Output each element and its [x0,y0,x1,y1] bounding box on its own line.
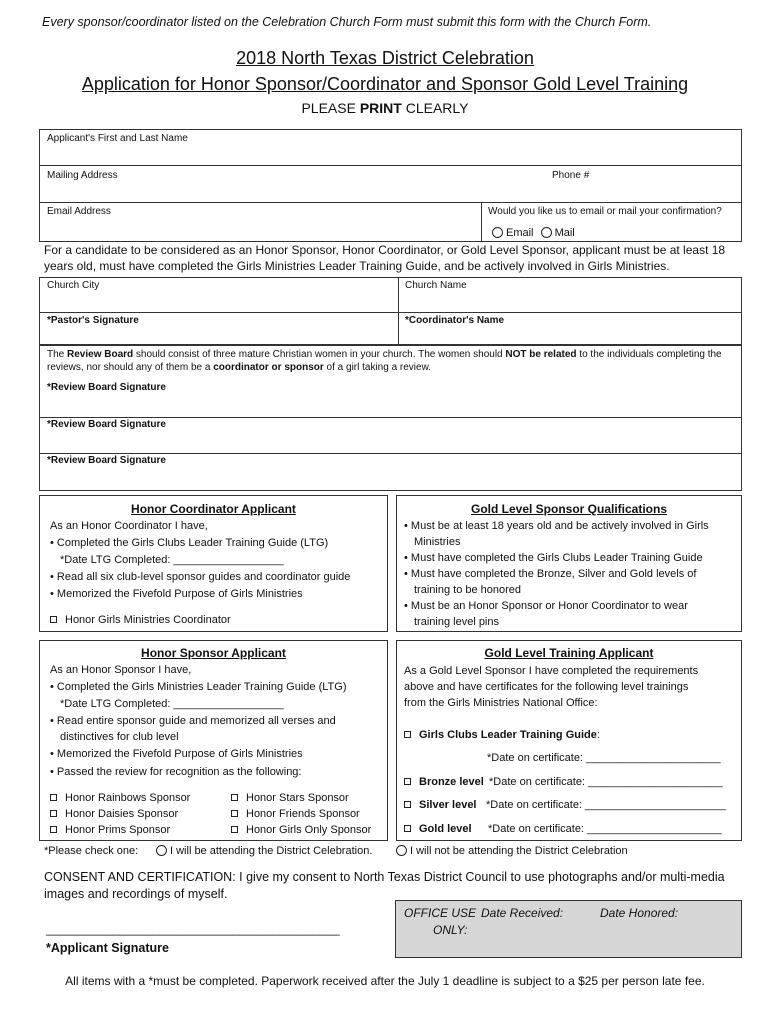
honor-prims-checkbox[interactable] [50,822,170,839]
email-field[interactable]: Email Address [47,206,111,217]
attendance-prompt: *Please check one: [44,845,139,857]
email-radio[interactable] [492,227,503,238]
gold-qualifications-title: Gold Level Sponsor Qualifications [470,502,668,516]
attending-radio[interactable] [156,845,167,856]
ltg-date-field[interactable]: *Date on certificate: ______________________ [487,752,721,764]
not-attending-option[interactable] [396,845,628,857]
not-attending-radio[interactable] [396,845,407,856]
ltg-checkbox[interactable] [404,727,600,744]
honor-coordinator-intro: As an Honor Coordinator I have, [50,520,208,532]
ltg-colon: : [596,729,600,741]
honor-coordinator-title: Honor Coordinator Applicant [131,502,296,516]
honor-coordinator-item: • Completed the Girls Clubs Leader Training Guide (LTG) [50,537,329,549]
checkbox-icon[interactable] [404,778,411,785]
gold-date-field[interactable]: *Date on certificate: ______________________ [488,823,722,835]
applicant-signature-line[interactable]: ____________________________________________ [46,922,340,936]
honor-coordinator-check-label: Honor Girls Ministries Coordinator [65,614,231,626]
checkbox-icon[interactable] [50,794,57,801]
checkbox-icon[interactable] [231,826,238,833]
honor-girls-only-checkbox[interactable] [231,822,371,839]
applicant-signature-label: *Applicant Signature [46,941,169,955]
form-subtitle: Application for Honor Sponsor/Coordinator and Sponsor Gold Level Training [81,74,689,94]
gold-training-title: Gold Level Training Applicant [484,646,654,660]
honor-sponsor-item: distinctives for club level [60,731,179,743]
checkbox-icon[interactable] [50,810,57,817]
review-board-signature-1[interactable]: *Review Board Signature [47,382,166,393]
honor-sponsor-item: • Completed the Girls Ministries Leader Training Guide (LTG) [50,681,347,693]
review-text-5: to the individuals completing the reviews, nor should any of them be a [47,349,722,373]
honor-rainbows-checkbox[interactable] [50,790,190,807]
honor-friends-checkbox[interactable] [231,806,360,823]
check-label: Honor Prims Sponsor [65,824,171,836]
check-label: Honor Friends Sponsor [246,808,360,820]
checkbox-icon[interactable] [231,794,238,801]
bronze-date-field[interactable]: *Date on certificate: ______________________ [489,776,723,788]
review-board-instructions [47,349,737,374]
pastor-signature-field[interactable]: *Pastor's Signature [47,315,139,326]
not-attending-label: I will not be attending the District Celebration [410,845,628,857]
checkbox-icon[interactable] [50,826,57,833]
gold-training-intro: above and have certificates for the following level trainings [404,681,689,693]
confirmation-options [492,227,575,239]
gold-checkbox[interactable] [404,821,472,838]
date-received-field: Date Received: [481,906,564,920]
coordinator-name-field[interactable]: *Coordinator's Name [405,315,505,326]
honor-coordinator-item: • Read all six club-level sponsor guides and coordinator guide [50,571,351,583]
eligibility-text: For a candidate to be considered as an Honor Sponsor, Honor Coordinator, or Gold Level Sponsor, applicant must be at least 18 years old, must have completed the Girls Ministries Leader Training Guide, and be actively involved in Girls Ministries. [44,243,726,273]
review-board-signature-2[interactable]: *Review Board Signature [47,419,166,430]
name-field[interactable]: Applicant's First and Last Name [47,133,188,144]
silver-date-field[interactable]: *Date on certificate: _______________________ [486,799,726,811]
honor-stars-checkbox[interactable] [231,790,349,807]
consent-text: CONSENT AND CERTIFICATION: I give my consent to North Texas District Council to use photographs and/or multi-media images and recordings of myself. [44,870,725,901]
honor-sponsor-item: • Read entire sponsor guide and memorized all verses and [50,715,336,727]
footer-note: All items with a *must be completed. Paperwork received after the July 1 deadline is subject to a $25 per person late fee. [65,974,705,988]
gold-qual-item: • Must have completed the Bronze, Silver and Gold levels of [404,568,697,580]
attending-option[interactable] [156,845,372,857]
church-name-field[interactable]: Church Name [405,280,467,291]
phone-field[interactable]: Phone # [552,170,590,181]
honor-coordinator-checkbox[interactable] [50,612,231,629]
honor-sponsor-ltg-date[interactable]: *Date LTG Completed: __________________ [60,698,284,710]
review-text-1: The [47,349,68,360]
review-text-7: of a girl taking a review. [323,361,432,373]
bronze-label: Bronze level [419,776,484,788]
date-honored-field: Date Honored: [600,906,679,920]
check-label: Honor Stars Sponsor [246,792,349,804]
review-text-3: should consist of three mature Christian women in your church. The women should [133,349,506,360]
ltg-label: Girls Clubs Leader Training Guide [419,729,597,741]
office-use-label: OFFICE USE [404,906,477,920]
gold-qual-item: training to be honored [414,584,522,596]
gold-qual-item: • Must be an Honor Sponsor or Honor Coordinator to wear [404,600,688,612]
print-bold: PRINT [359,100,402,116]
mail-radio[interactable] [541,227,552,238]
honor-coordinator-ltg-date[interactable]: *Date LTG Completed: __________________ [60,554,284,566]
gold-label: Gold level [419,823,472,835]
review-text-6: coordinator or sponsor [213,361,324,373]
bronze-checkbox[interactable] [404,774,484,791]
church-info-box [39,277,742,345]
church-city-field[interactable]: Church City [47,280,100,291]
check-label: Honor Rainbows Sponsor [65,792,191,804]
gold-training-intro: As a Gold Level Sponsor I have completed the requirements [404,665,699,677]
silver-checkbox[interactable] [404,797,477,814]
checkbox-icon[interactable] [404,801,411,808]
check-label: Honor Daisies Sponsor [65,808,179,820]
honor-sponsor-title: Honor Sponsor Applicant [141,646,286,660]
review-text-2: Review Board [67,349,134,360]
email-option-label: Email [506,227,534,239]
gold-qual-item: training level pins [414,616,499,628]
silver-label: Silver level [419,799,477,811]
honor-daisies-checkbox[interactable] [50,806,178,823]
honor-sponsor-item: • Memorized the Fivefold Purpose of Girls Ministries [50,748,303,760]
checkbox-icon[interactable] [404,731,411,738]
gold-qual-item: • Must have completed the Girls Clubs Leader Training Guide [404,552,703,564]
office-use-label-2: ONLY: [433,923,468,937]
form-title: 2018 North Texas District Celebration [236,48,534,68]
review-text-4: NOT be related [505,349,577,360]
mail-option-label: Mail [554,227,575,239]
print-clearly-note [0,100,770,116]
confirmation-question: Would you like us to email or mail your confirmation? [488,206,722,217]
gold-qual-item: Ministries [414,536,461,548]
mailing-address-field[interactable]: Mailing Address [47,170,118,181]
check-label: Honor Girls Only Sponsor [246,824,372,836]
attending-label: I will be attending the District Celebration. [170,845,373,857]
print-pre: PLEASE [301,100,360,116]
honor-sponsor-item: • Passed the review for recognition as the following: [50,766,302,778]
checkbox-icon[interactable] [404,825,411,832]
checkbox-icon[interactable] [50,616,57,623]
honor-coordinator-item: • Memorized the Fivefold Purpose of Girls Ministries [50,588,303,600]
checkbox-icon[interactable] [231,810,238,817]
submission-notice: Every sponsor/coordinator listed on the Celebration Church Form must submit this form with the Church Form. [42,15,652,29]
applicant-info-box [39,129,742,242]
review-board-signature-3[interactable]: *Review Board Signature [47,455,166,466]
gold-training-intro: from the Girls Ministries National Office: [404,697,598,709]
print-post: CLEARLY [401,100,469,116]
gold-qual-item: • Must be at least 18 years old and be actively involved in Girls [404,520,709,532]
honor-sponsor-intro: As an Honor Sponsor I have, [50,664,192,676]
